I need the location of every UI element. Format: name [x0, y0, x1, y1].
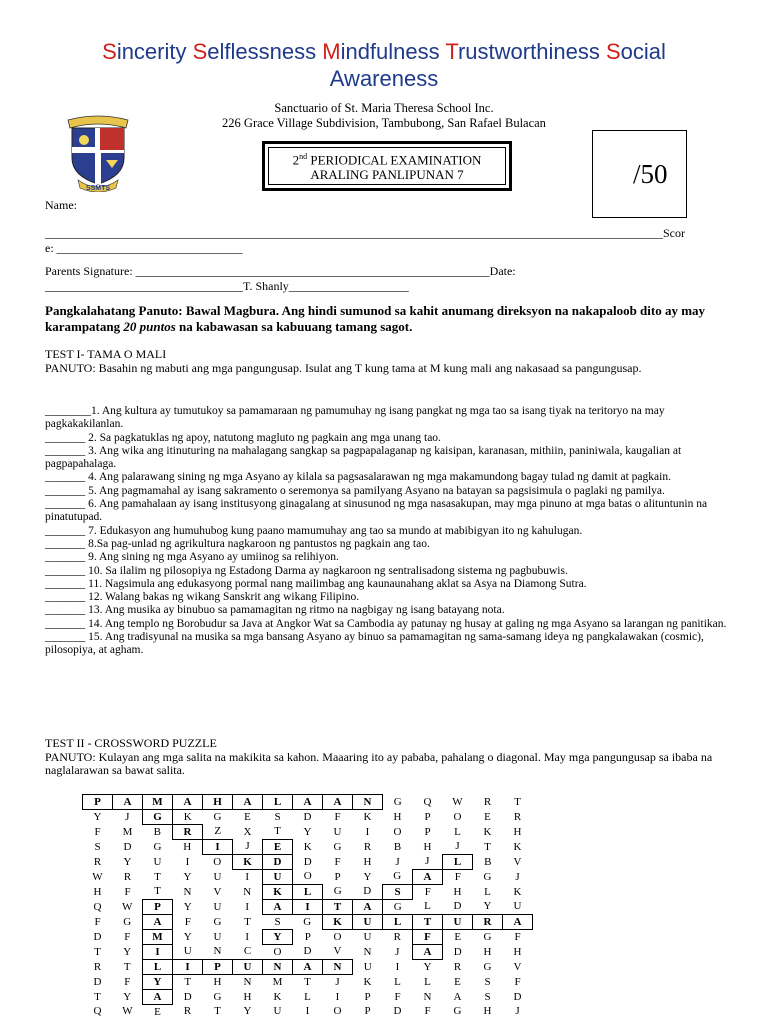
question-item: _______ 5. Ang pagmamahal ay isang sakramento o seremonya sa pamilyang Asyano na batayan sa pagsisimula o paglaki ng pamilya. — [45, 484, 665, 497]
grid-cell[interactable]: L — [484, 885, 491, 898]
grid-cell[interactable]: G — [393, 870, 402, 883]
grid-cell[interactable]: D — [453, 900, 462, 913]
grid-cell[interactable]: W — [122, 1005, 133, 1018]
grid-cell[interactable]: F — [514, 930, 521, 943]
grid-cell[interactable]: M — [143, 930, 173, 945]
grid-cell[interactable]: I — [245, 930, 250, 943]
question-item: _______ 8.Sa pag-unlad ng agrikultura nagkaroon ng pantustos ng pagkain ang tao. — [45, 537, 430, 550]
grid-cell[interactable]: U — [443, 915, 473, 930]
grid-cell[interactable]: H — [513, 825, 522, 838]
grid-cell[interactable]: S — [94, 840, 101, 853]
grid-cell[interactable]: V — [333, 945, 342, 958]
grid-cell[interactable]: A — [293, 795, 323, 810]
grid-cell[interactable]: F — [94, 915, 101, 928]
grid-row — [83, 975, 533, 990]
grid-cell[interactable]: N — [323, 960, 353, 975]
grid-cell[interactable]: L — [443, 855, 473, 870]
grid-cell[interactable]: I — [143, 945, 173, 960]
exam-title: 2nd PERIODICAL EXAMINATION — [292, 152, 482, 168]
question-item: _______ 4. Ang palarawang sining ng mga Asyano ay kilala sa pagsasalarawan ng mga makamundong bagay tulad ng damit at pagkain. — [45, 471, 671, 484]
grid-cell[interactable]: L — [394, 975, 401, 988]
question-item: _______ 15. Ang tradisyunal na musika sa mga bansang Asyano ay binuo sa pamamagitan ng sama-samang ideya ng pangkalawakan (cosmic), pilosopiya, at agham. — [45, 631, 704, 657]
grid-cell[interactable]: T — [214, 1005, 221, 1018]
grid-cell[interactable]: I — [185, 855, 190, 868]
grid-cell[interactable]: T — [304, 975, 311, 988]
grid-cell[interactable]: Q — [93, 1005, 102, 1018]
grid-cell[interactable]: Y — [363, 870, 372, 883]
grid-cell[interactable]: L — [293, 885, 323, 900]
grid-row — [83, 810, 533, 825]
grid-cell[interactable]: U — [233, 960, 263, 975]
test1-instruction: PANUTO: Basahin ng mabuti ang mga pangungusap. Isulat ang T kung tama at M kung mali ang nakasaad sa pangungusap. — [45, 360, 642, 375]
grid-cell[interactable]: E — [244, 810, 251, 823]
grid-cell[interactable]: U — [153, 855, 162, 868]
grid-cell[interactable]: N — [213, 945, 222, 958]
grid-cell[interactable]: O — [333, 930, 342, 943]
grid-cell[interactable]: D — [393, 1005, 402, 1018]
grid-cell[interactable]: N — [243, 885, 252, 898]
grid-cell[interactable]: F — [124, 885, 131, 898]
grid-cell[interactable]: E — [154, 1005, 161, 1018]
test1-title: TEST I- TAMA O MALI — [45, 347, 167, 361]
grid-cell[interactable]: R — [173, 825, 203, 840]
grid-cell[interactable]: Y — [123, 945, 132, 958]
grid-cell[interactable]: Z — [214, 825, 222, 838]
grid-cell[interactable]: Q — [423, 795, 432, 808]
grid-cell[interactable]: A — [143, 915, 173, 930]
question-item: _______ 2. Sa pagkatuklas ng apoy, natutong magluto ng pagkain ang mga unang tao. — [45, 431, 441, 444]
grid-cell[interactable]: P — [143, 900, 173, 915]
grid-cell[interactable]: R — [513, 810, 522, 823]
grid-cell[interactable]: G — [393, 795, 402, 808]
school-logo-icon — [58, 114, 138, 192]
grid-cell[interactable]: G — [303, 915, 312, 928]
grid-cell[interactable]: U — [513, 900, 522, 913]
grid-cell[interactable]: G — [123, 915, 132, 928]
grid-cell[interactable]: F — [424, 885, 431, 898]
grid-cell[interactable]: J — [125, 810, 130, 823]
grid-row — [83, 855, 533, 870]
grid-cell[interactable]: D — [183, 990, 192, 1003]
grid-cell[interactable]: U — [333, 825, 342, 838]
grid-cell[interactable]: Y — [423, 960, 432, 973]
question-item: _______ 6. Ang pamahalaan ay isang institusyong ginagalang at sinusunod ng mga nasasakupan, may mga pinuno at mga batas o alituntunin na pinatutupad. — [45, 498, 708, 524]
grid-cell[interactable]: U — [213, 930, 222, 943]
grid-cell[interactable]: F — [94, 825, 101, 838]
grid-cell[interactable]: V — [213, 885, 222, 898]
question-item: ________1. Ang kultura ay tumutukoy sa pamamaraan ng pamumuhay ng isang pangkat ng mga tao sa isang tiyak na teritoryo na may pagkakakilanlan. — [45, 405, 665, 431]
grid-cell[interactable]: H — [363, 855, 372, 868]
grid-cell[interactable]: T — [323, 900, 353, 915]
grid-cell[interactable]: K — [273, 990, 282, 1003]
grid-cell[interactable]: K — [183, 810, 192, 823]
grid-cell[interactable]: I — [203, 840, 233, 855]
grid-cell[interactable]: T — [413, 915, 443, 930]
grid-cell[interactable]: E — [484, 810, 491, 823]
grid-cell[interactable]: U — [213, 870, 222, 883]
grid-cell[interactable]: I — [395, 960, 400, 973]
grid-cell[interactable]: I — [365, 825, 370, 838]
grid-cell[interactable]: T — [154, 885, 161, 898]
grid-cell[interactable]: L — [424, 975, 431, 988]
grid-cell[interactable]: T — [184, 975, 192, 988]
grid-cell[interactable]: K — [323, 915, 353, 930]
logo-text: SSMTS — [85, 185, 111, 192]
grid-cell[interactable]: G — [213, 915, 222, 928]
grid-cell[interactable]: H — [423, 840, 432, 853]
grid-row — [83, 900, 533, 915]
grid-cell[interactable]: R — [473, 915, 503, 930]
grid-cell[interactable]: U — [263, 870, 293, 885]
grid-cell[interactable]: Y — [483, 900, 492, 913]
grid-cell[interactable]: T — [154, 870, 161, 883]
grid-cell[interactable]: R — [183, 1005, 192, 1018]
name-line[interactable]: _______________________________________________________________________________________________________Scor — [45, 226, 685, 240]
grid-cell[interactable]: D — [453, 945, 462, 958]
grid-cell[interactable]: G — [333, 885, 342, 898]
grid-cell[interactable]: R — [363, 840, 372, 853]
grid-cell[interactable]: G — [213, 990, 222, 1003]
grid-row — [83, 825, 533, 840]
grid-cell[interactable]: H — [453, 885, 462, 898]
grid-cell[interactable]: F — [454, 870, 461, 883]
grid-cell[interactable]: A — [353, 900, 383, 915]
grid-cell[interactable]: D — [93, 930, 102, 943]
grid-cell[interactable]: V — [513, 960, 522, 973]
test1-items — [45, 405, 735, 658]
grid-cell[interactable]: S — [274, 810, 281, 823]
grid-cell[interactable]: G — [453, 1005, 462, 1018]
grid-cell[interactable]: X — [243, 825, 252, 838]
grid-cell[interactable]: B — [153, 825, 161, 838]
grid-cell[interactable]: I — [305, 1005, 310, 1018]
grid-cell[interactable]: K — [513, 840, 522, 853]
grid-cell[interactable]: F — [124, 930, 131, 943]
grid-cell[interactable]: J — [395, 855, 400, 868]
grid-cell[interactable]: U — [273, 1005, 282, 1018]
grid-cell[interactable]: M — [122, 825, 133, 838]
motto-word: Selflessness — [192, 39, 323, 64]
grid-cell[interactable]: I — [245, 870, 250, 883]
exam-title-box — [262, 141, 512, 191]
grid-cell[interactable]: I — [293, 900, 323, 915]
grid-cell[interactable]: C — [243, 945, 252, 958]
date-line[interactable]: _________________________________T. Shanly____________________ — [45, 279, 409, 293]
parents-signature-line[interactable]: Parents Signature: ___________________________________________________________Date: — [45, 264, 516, 278]
grid-cell[interactable]: H — [243, 990, 252, 1003]
school-address: 226 Grace Village Subdivision, Tambubong, San Rafael Bulacan — [222, 116, 546, 130]
exam-subject: ARALING PANLIPUNAN 7 — [310, 167, 464, 183]
grid-cell[interactable]: K — [233, 855, 263, 870]
grid-cell[interactable]: P — [304, 930, 311, 943]
grid-cell[interactable]: M — [272, 975, 283, 988]
grid-cell[interactable]: H — [213, 975, 222, 988]
motto-word: Mindfulness — [322, 39, 446, 64]
grid-cell[interactable]: Y — [93, 810, 102, 823]
grid-cell[interactable]: W — [452, 795, 463, 808]
grid-row — [83, 870, 533, 885]
grid-cell[interactable]: N — [353, 795, 383, 810]
grid-cell[interactable]: J — [245, 840, 250, 853]
grid-row — [83, 840, 533, 855]
grid-cell[interactable]: H — [483, 945, 492, 958]
grid-cell[interactable]: B — [484, 855, 492, 868]
grid-cell[interactable]: T — [123, 960, 131, 973]
test2-title: TEST II - CROSSWORD PUZZLE — [45, 736, 217, 750]
grid-cell[interactable]: O — [453, 810, 462, 823]
motto-word: Trustworthiness — [445, 39, 606, 64]
grid-cell[interactable]: J — [335, 975, 340, 988]
total-score: /50 — [633, 159, 668, 189]
grid-cell[interactable]: N — [183, 885, 192, 898]
grid-cell[interactable]: R — [483, 795, 492, 808]
question-item: _______ 14. Ang templo ng Borobudur sa Java at Angkor Wat sa Cambodia ay patunay ng husay at galing ng mga Asyano sa larangan ng panitikan. — [45, 617, 727, 630]
grid-cell[interactable]: D — [363, 885, 372, 898]
grid-cell[interactable]: A — [503, 915, 533, 930]
grid-cell[interactable]: I — [335, 990, 340, 1003]
grid-cell[interactable]: S — [383, 885, 413, 900]
grid-cell[interactable]: D — [303, 945, 312, 958]
grid-cell[interactable]: P — [83, 795, 113, 810]
question-item: _______ 13. Ang musika ay binubuo sa pamamagitan ng ritmo na nagbigay ng isang batayang nota. — [45, 604, 505, 617]
grid-cell[interactable]: L — [424, 900, 431, 913]
grid-row — [83, 945, 533, 960]
grid-cell[interactable]: R — [93, 855, 102, 868]
grid-cell[interactable]: Y — [183, 930, 192, 943]
grid-cell[interactable]: R — [453, 960, 462, 973]
motto-last-word: Awareness — [329, 66, 439, 91]
grid-cell[interactable]: J — [515, 1005, 520, 1018]
grid-cell[interactable]: F — [184, 915, 191, 928]
grid-cell[interactable]: F — [424, 1005, 431, 1018]
grid-row — [83, 915, 533, 930]
grid-cell[interactable]: V — [513, 855, 522, 868]
grid-cell[interactable]: D — [303, 855, 312, 868]
grid-cell[interactable]: L — [383, 915, 413, 930]
question-item: _______ 3. Ang wika ang itinuturing na mahalagang sangkap sa pagpapalaganap ng kaisipan, karanasan, mithiin, paniniwala, kaugalian at pagpapahalaga. — [45, 444, 682, 471]
grid-cell[interactable]: N — [263, 960, 293, 975]
grid-cell[interactable]: A — [173, 795, 203, 810]
grid-cell[interactable]: H — [203, 795, 233, 810]
grid-cell[interactable]: A — [323, 795, 353, 810]
grid-cell[interactable]: F — [124, 975, 131, 988]
grid-cell[interactable]: Y — [303, 825, 312, 838]
question-item: _______ 10. Sa ilalim ng pilosopiya ng Estadong Darma ay nagkaroon ng sentralisadong sistema ng pagbubuwis. — [45, 564, 568, 577]
grid-cell[interactable]: Y — [123, 855, 132, 868]
grid-cell[interactable]: F — [334, 855, 341, 868]
grid-cell[interactable]: L — [304, 990, 311, 1003]
grid-cell[interactable]: F — [334, 810, 341, 823]
grid-cell[interactable]: T — [244, 915, 251, 928]
grid-cell[interactable]: P — [424, 825, 431, 838]
grid-cell[interactable]: J — [455, 840, 460, 853]
grid-cell[interactable]: F — [514, 975, 521, 988]
grid-row — [83, 960, 533, 975]
school-name: Sanctuario of St. Maria Theresa School Inc. — [274, 101, 494, 115]
grid-cell[interactable]: G — [333, 840, 342, 853]
grid-cell[interactable]: D — [303, 810, 312, 823]
grid-cell[interactable]: L — [143, 960, 173, 975]
score-line[interactable]: e: _______________________________ — [45, 241, 243, 255]
grid-cell[interactable]: Y — [123, 990, 132, 1003]
grid-cell[interactable]: O — [213, 855, 222, 868]
grid-cell[interactable]: S — [274, 915, 281, 928]
grid-cell[interactable]: D — [93, 975, 102, 988]
grid-cell[interactable]: G — [483, 930, 492, 943]
grid-cell[interactable]: J — [515, 870, 520, 883]
grid-cell[interactable]: T — [94, 990, 101, 1003]
question-item: _______ 11. Nagsimula ang edukasyong pormal nang mailimbag ang kaunaunahang aklat sa Asya na Diamong Sutra. — [45, 577, 587, 590]
grid-cell[interactable]: E — [454, 930, 462, 943]
grid-cell[interactable]: G — [153, 840, 162, 853]
grid-cell[interactable]: U — [213, 900, 222, 913]
question-item: _______ 7. Edukasyon ang humuhubog kung paano mamumuhay ang tao sa mundo at mabibigyan ito ng kahulugan. — [45, 524, 583, 537]
school-info — [180, 101, 588, 131]
grid-cell[interactable]: S — [484, 990, 491, 1003]
grid-cell[interactable]: E — [454, 975, 461, 988]
grid-cell[interactable]: K — [363, 810, 372, 823]
grid-cell[interactable]: E — [263, 840, 293, 855]
grid-cell[interactable]: D — [123, 840, 132, 853]
grid-cell[interactable]: W — [92, 870, 103, 883]
grid-cell[interactable]: U — [363, 960, 372, 973]
grid-cell[interactable]: U — [363, 930, 372, 943]
grid-row — [83, 795, 533, 810]
grid-cell[interactable]: P — [334, 870, 341, 883]
grid-cell[interactable]: G — [393, 900, 402, 913]
grid-cell[interactable]: A — [453, 990, 462, 1003]
grid-cell[interactable]: T — [274, 825, 281, 838]
grid-cell[interactable]: N — [423, 990, 432, 1003]
grid-cell[interactable]: K — [303, 840, 312, 853]
grid-cell[interactable]: S — [484, 975, 491, 988]
grid-cell[interactable]: P — [203, 960, 233, 975]
grid-row — [83, 990, 533, 1005]
grid-cell[interactable]: I — [173, 960, 203, 975]
grid-cell[interactable]: H — [483, 1005, 492, 1018]
score-box — [592, 130, 687, 218]
name-label: Name: — [45, 198, 77, 212]
grid-cell[interactable]: A — [143, 990, 173, 1005]
grid-cell[interactable]: G — [483, 870, 492, 883]
grid-cell[interactable]: H — [93, 885, 102, 898]
grid-cell[interactable]: G — [143, 810, 173, 825]
question-item: _______ 12. Walang bakas ng wikang Sanskrit ang wikang Filipino. — [45, 591, 360, 604]
grid-cell[interactable]: Y — [183, 900, 192, 913]
grid-cell[interactable]: O — [333, 1005, 342, 1018]
grid-cell[interactable]: J — [395, 945, 400, 958]
grid-cell[interactable]: O — [273, 945, 282, 958]
grid-cell[interactable]: B — [393, 840, 402, 853]
grid-cell[interactable]: K — [483, 825, 492, 838]
grid-cell[interactable]: A — [293, 960, 323, 975]
grid-cell[interactable]: M — [143, 795, 173, 810]
grid-cell[interactable]: U — [353, 915, 383, 930]
test2-header — [45, 737, 725, 778]
grid-cell[interactable]: G — [213, 810, 222, 823]
grid-cell[interactable]: Q — [93, 900, 102, 913]
grid-cell[interactable]: R — [393, 930, 401, 943]
grid-cell[interactable]: T — [94, 945, 101, 958]
grid-cell[interactable]: P — [364, 1005, 371, 1018]
grid-cell[interactable]: O — [393, 825, 402, 838]
school-motto — [40, 38, 728, 92]
grid-cell[interactable]: P — [424, 810, 431, 823]
grid-cell[interactable]: G — [483, 960, 492, 973]
grid-cell[interactable]: D — [263, 855, 293, 870]
question-item: _______ 9. Ang sining ng mga Asyano ay umiinog sa relihiyon. — [45, 551, 339, 564]
grid-cell[interactable]: D — [513, 990, 522, 1003]
grid-cell[interactable]: F — [413, 930, 443, 945]
grid-cell[interactable]: A — [263, 900, 293, 915]
grid-cell[interactable]: R — [123, 870, 132, 883]
grid-cell[interactable]: A — [413, 870, 443, 885]
motto-word: Sincerity — [102, 39, 193, 64]
grid-cell[interactable]: W — [122, 900, 133, 913]
grid-row — [83, 930, 533, 945]
grid-cell[interactable]: T — [484, 840, 491, 853]
grid-cell[interactable]: H — [513, 945, 522, 958]
general-instruction: Pangkalahatang Panuto: Bawal Magbura. Ang hindi sumunod sa kahit anumang direksyon na nakapaloob dito ay may karampatang 20 puntos na kabawasan sa kabuuang tamang sagot. — [45, 303, 706, 334]
grid-cell[interactable]: K — [263, 885, 293, 900]
crossword-grid — [82, 794, 533, 1019]
grid-cell[interactable]: I — [245, 900, 250, 913]
grid-cell[interactable]: L — [263, 795, 293, 810]
grid-cell[interactable]: Y — [243, 1005, 252, 1018]
grid-cell[interactable]: K — [513, 885, 522, 898]
grid-cell[interactable]: J — [425, 855, 430, 868]
grid-cell[interactable]: F — [394, 990, 401, 1003]
grid-cell[interactable]: A — [233, 795, 263, 810]
grid-cell[interactable]: L — [454, 825, 461, 838]
grid-cell[interactable]: H — [183, 840, 192, 853]
grid-row — [83, 885, 533, 900]
grid-cell[interactable]: K — [363, 975, 372, 988]
grid-cell[interactable]: N — [243, 975, 252, 988]
grid-cell[interactable]: P — [364, 990, 371, 1003]
test2-instruction: PANUTO: Kulayan ang mga salita na makikita sa kahon. Maaaring ito ay pababa, pahalang o diagonal. May mga pangungusap sa ibaba na naglalarawan sa bawat salita. — [45, 749, 713, 777]
grid-cell[interactable]: O — [303, 870, 312, 883]
grid-cell[interactable]: A — [113, 795, 143, 810]
grid-cell[interactable]: U — [183, 945, 192, 958]
grid-cell[interactable]: A — [413, 945, 443, 960]
grid-row — [83, 1005, 533, 1020]
grid-cell[interactable]: Y — [263, 930, 293, 945]
motto-word: Social — [605, 39, 666, 64]
test1-header — [45, 348, 725, 375]
grid-cell[interactable]: Y — [183, 870, 192, 883]
grid-cell[interactable]: T — [514, 795, 521, 808]
grid-cell[interactable]: H — [393, 810, 402, 823]
grid-cell[interactable]: N — [363, 945, 372, 958]
grid-cell[interactable]: R — [93, 960, 102, 973]
grid-cell[interactable]: Y — [143, 975, 173, 990]
